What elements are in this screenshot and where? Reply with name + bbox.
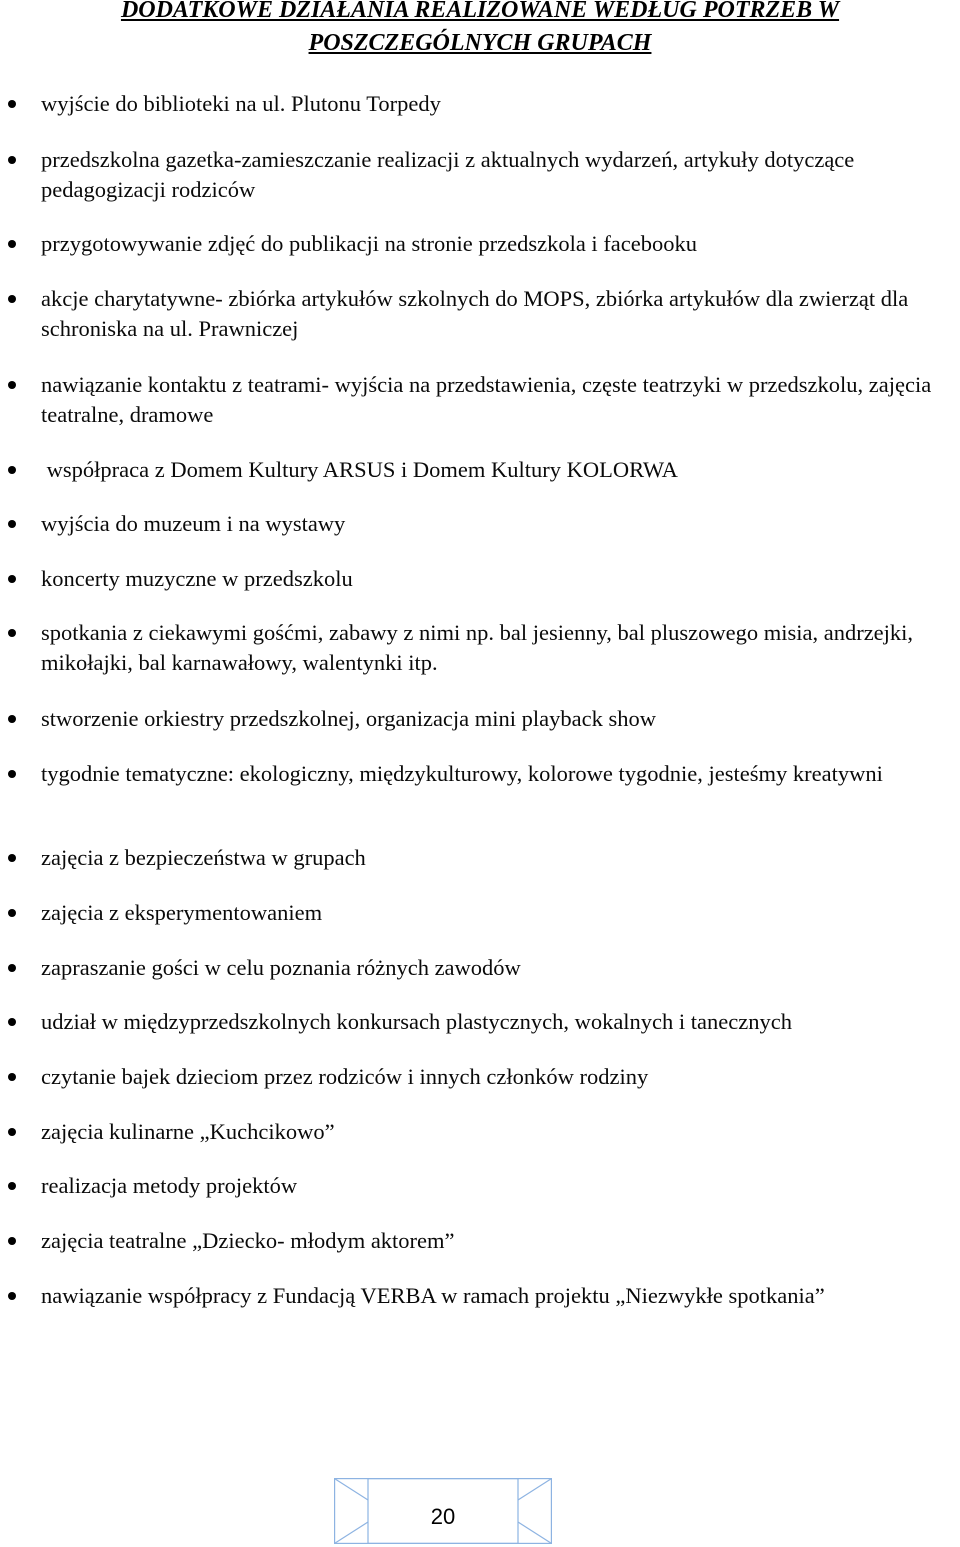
list-item: [41, 898, 956, 928]
item-text: czytanie bajek dzieciom przez rodziców i innych członków rodziny: [41, 1064, 649, 1089]
item-text: nawiązanie kontaktu z teatrami- wyjścia na przedstawienia, częste teatrzyki w przedszkolu, zajęcia teatralne, dramowe: [41, 372, 932, 427]
bullet-icon: [8, 100, 16, 108]
page-heading: [40, 0, 920, 60]
list-item: [41, 229, 956, 259]
bullet-icon: [8, 715, 16, 723]
bullet-icon: [8, 1237, 16, 1245]
list-item: [41, 89, 956, 119]
bullet-icon: [8, 1128, 16, 1136]
page-number: 20: [430, 1504, 456, 1529]
list-item: [41, 953, 956, 983]
bullet-icon: [8, 1292, 16, 1300]
bullet-icon: [8, 629, 16, 637]
list-item: [41, 843, 956, 873]
heading-line-1: DODATKOWE DZIAŁANIA REALIZOWANE WEDŁUG POTRZEB W: [120, 0, 840, 23]
bullet-icon: [8, 575, 16, 583]
bullet-icon: [8, 466, 16, 474]
item-text: zapraszanie gości w celu poznania różnych zawodów: [41, 955, 521, 980]
heading-line-2: POSZCZEGÓLNYCH GRUPACH: [308, 30, 652, 56]
item-text: przedszkolna gazetka-zamieszczanie realizacji z aktualnych wydarzeń, artykuły dotyczące pedagogizacji rodziców: [41, 147, 855, 202]
list-item: [41, 618, 956, 678]
bullet-icon: [8, 520, 16, 528]
item-text: zajęcia teatralne „Dziecko- młodym aktorem”: [41, 1228, 455, 1253]
item-text: nawiązanie współpracy z Fundacją VERBA w ramach projektu „Niezwykłe spotkania”: [41, 1283, 825, 1308]
list-item: [41, 455, 956, 485]
bullet-icon: [8, 964, 16, 972]
bullet-icon: [8, 240, 16, 248]
item-text: tygodnie tematyczne: ekologiczny, międzykulturowy, kolorowe tygodnie, jesteśmy kreatywni: [41, 761, 883, 786]
list-item: [41, 1281, 956, 1311]
list-item: [41, 564, 956, 594]
list-item: [41, 145, 956, 205]
item-text: stworzenie orkiestry przedszkolnej, organizacja mini playback show: [41, 706, 657, 731]
item-text: zajęcia z bezpieczeństwa w grupach: [41, 845, 366, 870]
list-item: [41, 704, 956, 734]
item-text: współpraca z Domem Kultury ARSUS i Domem Kultury KOLORWA: [41, 457, 678, 482]
bullet-icon: [8, 1018, 16, 1026]
item-text: koncerty muzyczne w przedszkolu: [41, 566, 353, 591]
item-text: zajęcia z eksperymentowaniem: [41, 900, 323, 925]
list-item: [41, 759, 956, 789]
list-item: [41, 509, 956, 539]
page-number-box: [334, 1478, 552, 1544]
bullet-icon: [8, 770, 16, 778]
list-item: [41, 1117, 956, 1147]
item-text: udział w międzyprzedszkolnych konkursach plastycznych, wokalnych i tanecznych: [41, 1009, 792, 1034]
item-text: wyjścia do muzeum i na wystawy: [41, 511, 346, 536]
item-text: wyjście do biblioteki na ul. Plutonu Torpedy: [41, 91, 441, 116]
bullet-icon: [8, 295, 16, 303]
item-text: akcje charytatywne- zbiórka artykułów szkolnych do MOPS, zbiórka artykułów dla zwierząt dla schroniska na ul. Prawniczej: [41, 286, 909, 341]
bullet-icon: [8, 1073, 16, 1081]
item-text: zajęcia kulinarne „Kuchcikowo”: [41, 1119, 335, 1144]
list-item: [41, 1007, 956, 1037]
bullet-icon: [8, 909, 16, 917]
bullet-icon: [8, 1182, 16, 1190]
list-item: [41, 1226, 956, 1256]
list-item: [41, 370, 956, 430]
list-item: [41, 1062, 956, 1092]
bullet-icon: [8, 854, 16, 862]
item-text: przygotowywanie zdjęć do publikacji na stronie przedszkola i facebooku: [41, 231, 698, 256]
bullet-icon: [8, 156, 16, 164]
bullet-icon: [8, 381, 16, 389]
item-text: spotkania z ciekawymi gośćmi, zabawy z nimi np. bal jesienny, bal pluszowego misia, andrzejki, mikołajki, bal karnawałowy, walentynki itp.: [41, 620, 914, 675]
list-item: [41, 1171, 956, 1201]
list-item: [41, 284, 956, 344]
item-text: realizacja metody projektów: [41, 1173, 298, 1198]
